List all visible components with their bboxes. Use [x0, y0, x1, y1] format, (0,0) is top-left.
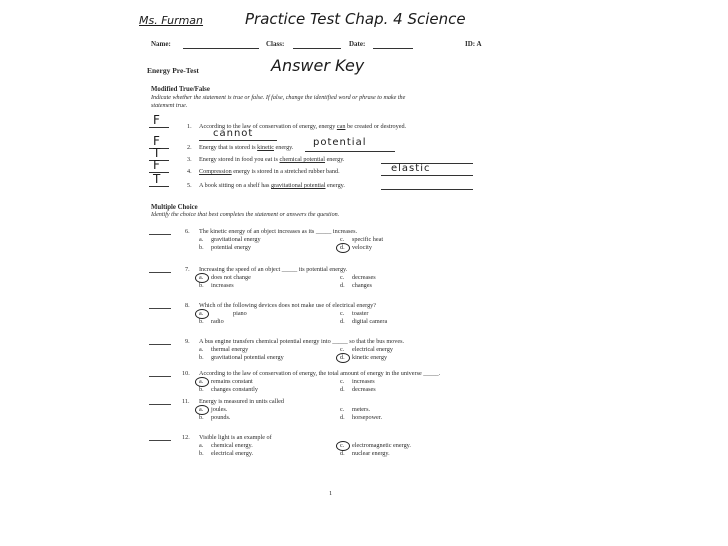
- answer-circle: [336, 441, 350, 451]
- tf-mark: T: [153, 172, 161, 186]
- mc-option-b: pounds.: [211, 414, 231, 421]
- tf-identified-word: Compression: [199, 168, 232, 175]
- mc-number: 9.: [185, 338, 190, 345]
- mc-option-a: gravitational energy: [211, 236, 261, 243]
- tf-mark: F: [153, 134, 160, 148]
- mc-option-b: radio: [211, 318, 224, 325]
- mc-option-d: changes: [352, 282, 372, 289]
- tf-statement: [199, 144, 293, 151]
- tf-correction-line: [199, 140, 277, 141]
- mc-answer-line: [149, 272, 171, 273]
- tf-correction-line: [381, 189, 473, 190]
- mc-letter-d: d.: [340, 244, 345, 251]
- mc-letter-b: b.: [199, 386, 204, 393]
- mc-number: 7.: [185, 266, 190, 273]
- mc-option-c: electrical energy: [352, 346, 393, 353]
- mc-option-a: remains constant: [211, 378, 253, 385]
- answer-key-handwritten: Answer Key: [271, 56, 365, 75]
- tf-correction-line: [381, 175, 473, 176]
- section2-title: Multiple Choice: [151, 204, 198, 211]
- mc-option-a: thermal energy: [211, 346, 249, 353]
- tf-statement-post: be created or destroyed.: [345, 123, 407, 130]
- mc-stem: A bus engine transfers chemical potential energy into _____ so that the bus moves.: [199, 338, 405, 345]
- tf-number: 2.: [187, 144, 192, 151]
- tf-mark: F: [153, 158, 160, 172]
- mc-number: 12.: [182, 434, 190, 441]
- id-label: ID: A: [465, 40, 482, 48]
- tf-correction: cannot: [213, 128, 254, 139]
- tf-correction: potential: [313, 137, 367, 148]
- mc-option-b: gravitational potential energy: [211, 354, 284, 361]
- worksheet-page: [135, 0, 500, 546]
- mc-answer-line: [149, 308, 171, 309]
- test-title: Energy Pre-Test: [147, 66, 199, 75]
- mc-letter-d: d.: [340, 354, 345, 361]
- mc-option-b: potential energy: [211, 244, 251, 251]
- tf-number: 5.: [187, 182, 192, 189]
- tf-statement-pre: Energy stored in food you eat is: [199, 156, 280, 163]
- tf-identified-word: gravitational potential: [271, 182, 326, 189]
- mc-answer-line: [149, 376, 171, 377]
- mc-letter-a: a.: [199, 310, 204, 317]
- mc-letter-c: c.: [340, 378, 345, 385]
- answer-circle: [195, 405, 209, 415]
- tf-mark: T: [153, 146, 161, 160]
- tf-answer-line: [149, 127, 169, 128]
- page-number: 1: [329, 490, 333, 497]
- mc-letter-a: a.: [199, 406, 204, 413]
- mc-option-b: electrical energy.: [211, 450, 254, 457]
- mc-letter-c: c.: [340, 310, 345, 317]
- mc-stem: The kinetic energy of an object increases as its _____ increases.: [199, 228, 358, 235]
- mc-letter-b: b.: [199, 414, 204, 421]
- answer-circle: [195, 377, 209, 387]
- name-line: [183, 48, 259, 49]
- section1-title: Modified True/False: [151, 86, 210, 93]
- mc-letter-b: b.: [199, 450, 204, 457]
- mc-letter-d: d.: [340, 414, 345, 421]
- mc-letter-b: b.: [199, 282, 204, 289]
- mc-letter-c: c.: [340, 346, 345, 353]
- mc-option-d: kinetic energy: [352, 354, 388, 361]
- answer-circle: [195, 309, 209, 319]
- mc-option-d: nuclear energy.: [352, 450, 390, 457]
- mc-stem: Visible light is an example of: [199, 434, 272, 441]
- mc-letter-b: b.: [199, 354, 204, 361]
- tf-identified-word: kinetic: [257, 144, 274, 151]
- mc-letter-d: d.: [340, 282, 345, 289]
- mc-option-d: digital camera: [352, 318, 388, 325]
- mc-letter-a: a.: [199, 442, 204, 449]
- mc-letter-c: c.: [340, 406, 345, 413]
- tf-statement-post: energy is stored in a stretched rubber band.: [231, 168, 340, 175]
- test-title-handwritten: Practice Test Chap. 4 Science: [245, 10, 466, 28]
- mc-letter-a: a.: [199, 346, 204, 353]
- tf-statement: [199, 182, 345, 189]
- tf-identified-word: chemical potential: [279, 156, 326, 163]
- mc-letter-a: a.: [199, 236, 204, 243]
- date-line: [373, 48, 413, 49]
- tf-mark: F: [153, 113, 160, 127]
- mc-answer-line: [149, 440, 171, 441]
- mc-option-a: chemical energy.: [211, 442, 253, 449]
- mc-option-c: specific heat: [352, 236, 384, 243]
- mc-answer-line: [149, 344, 171, 345]
- answer-circle: [195, 273, 209, 283]
- mc-option-d: horsepower.: [352, 414, 383, 421]
- tf-correction: elastic: [391, 163, 431, 174]
- mc-option-c: electromagnetic energy.: [352, 442, 411, 449]
- tf-number: 1.: [187, 123, 192, 130]
- mc-stem: Which of the following devices does not make use of electrical energy?: [199, 302, 377, 309]
- mc-answer-line: [149, 404, 171, 405]
- tf-number: 4.: [187, 168, 192, 175]
- mc-option-d: velocity: [352, 244, 372, 251]
- mc-letter-d: d.: [340, 386, 345, 393]
- tf-identified-word: can: [336, 123, 346, 130]
- mc-stem: Increasing the speed of an object _____ its potential energy.: [199, 266, 348, 273]
- teacher-name-handwritten: Ms. Furman: [139, 14, 204, 27]
- mc-stem: According to the law of conservation of energy, the total amount of energy in the universe _____.: [199, 370, 441, 377]
- tf-statement-post: energy.: [325, 156, 345, 163]
- mc-number: 6.: [185, 228, 190, 235]
- tf-statement: [199, 168, 340, 175]
- mc-letter-a: a.: [199, 378, 204, 385]
- tf-correction-line: [305, 151, 395, 152]
- mc-option-b: increases: [211, 282, 234, 289]
- name-label: Name:: [151, 40, 171, 48]
- mc-stem: Energy is measured in units called: [199, 398, 284, 405]
- tf-statement: [199, 156, 344, 163]
- mc-option-c: toaster: [352, 310, 369, 317]
- tf-answer-line: [149, 186, 169, 187]
- section1-instructions-line2: statement true.: [151, 103, 188, 109]
- mc-letter-c: c.: [340, 236, 345, 243]
- tf-statement-pre: According to the law of conservation of energy, energy: [199, 123, 337, 130]
- mc-option-c: meters.: [352, 406, 371, 413]
- mc-option-c: decreases: [352, 274, 376, 281]
- tf-statement-post: energy.: [325, 182, 345, 189]
- class-line: [293, 48, 341, 49]
- mc-number: 8.: [185, 302, 190, 309]
- mc-letter-b: b.: [199, 318, 204, 325]
- mc-option-a: does not change: [211, 274, 251, 281]
- section2-instructions: Identify the choice that best completes the statement or answers the question.: [151, 212, 340, 218]
- date-label: Date:: [349, 40, 366, 48]
- mc-letter-c: c.: [340, 442, 345, 449]
- mc-letter-b: b.: [199, 244, 204, 251]
- mc-letter-d: d.: [340, 450, 345, 457]
- tf-statement-post: energy.: [274, 144, 294, 151]
- tf-statement-pre: Energy that is stored is: [199, 144, 258, 151]
- mc-letter-d: d.: [340, 318, 345, 325]
- mc-option-a: piano: [233, 310, 247, 317]
- tf-number: 3.: [187, 156, 192, 163]
- mc-letter-c: c.: [340, 274, 345, 281]
- answer-circle: [336, 353, 350, 363]
- mc-option-c: increases: [352, 378, 375, 385]
- mc-letter-a: a.: [199, 274, 204, 281]
- mc-option-b: changes constantly: [211, 386, 258, 393]
- section1-instructions-line1: Indicate whether the statement is true or false. If false, change the identified word or phrase to make the: [151, 95, 406, 101]
- mc-number: 10.: [182, 370, 190, 377]
- mc-option-a: joules.: [211, 406, 228, 413]
- answer-circle: [336, 243, 350, 253]
- mc-answer-line: [149, 234, 171, 235]
- tf-statement-pre: A book sitting on a shelf has: [199, 182, 272, 189]
- mc-option-d: decreases: [352, 386, 376, 393]
- class-label: Class:: [266, 40, 285, 48]
- mc-number: 11.: [182, 398, 190, 405]
